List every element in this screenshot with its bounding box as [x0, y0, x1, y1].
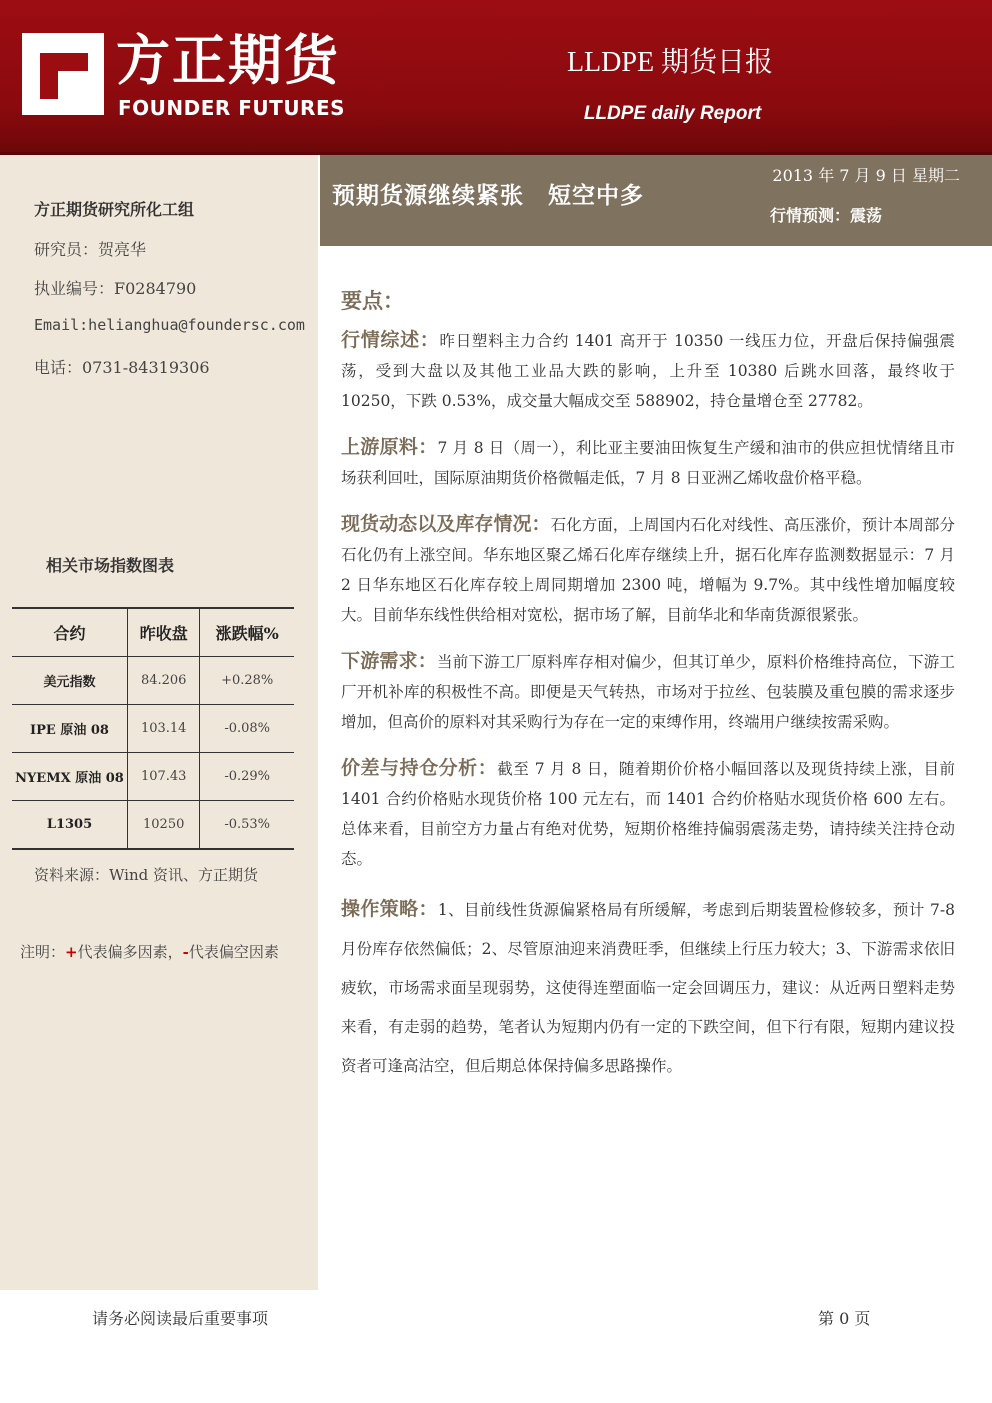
license-number: 执业编号：F0284790	[34, 279, 197, 298]
section-text: 截至 7 月 8 日，随着期价价格小幅回落以及现货持续上涨，目前 1401 合约价格贴水现货价格 100 元左右，而 1401 合约价格贴水现货价格 600 左右。总体来看，目前空方力量占有绝对优势，短期价格维持偏弱震荡走势，请持续关注持仓动态。	[341, 760, 955, 868]
change-cell: -0.53%	[200, 801, 294, 850]
contract-cell: 美元指数	[12, 657, 128, 705]
section-lead: 现货动态以及库存情况：	[341, 513, 551, 535]
report-header	[0, 0, 992, 155]
section-lead: 操作策略：	[341, 898, 438, 920]
page-number: 第 0 页	[818, 1309, 871, 1328]
factor-legend-note	[20, 941, 279, 962]
section-market-review	[341, 325, 955, 416]
change-cell: +0.28%	[200, 657, 294, 705]
report-subtitle: LLDPE daily Report	[583, 103, 762, 124]
analyst-name: 研究员：贺亮华	[34, 240, 147, 259]
section-downstream	[341, 646, 955, 737]
table-row	[12, 705, 294, 753]
plus-symbol: +	[65, 943, 78, 961]
logo-chinese-name: 方正期货	[116, 29, 340, 92]
contract-cell: IPE 原油 08	[12, 705, 128, 753]
report-headline: 预期货源继续紧张 短空中多	[332, 182, 644, 209]
minus-meaning: 代表偏空因素	[188, 943, 279, 961]
table-row	[12, 801, 294, 850]
section-strategy	[341, 890, 955, 1086]
contract-cell: L1305	[12, 801, 128, 850]
section-text: 石化方面，上周国内石化对线性、高压涨价，预计本周部分石化仍有上涨空间。华东地区聚乙烯石化库存继续上升，据石化库存监测数据显示：7 月 2 日华东地区石化库存较上周同期增加 2300 吨，增幅为 9.7%。其中线性增加幅度较大。目前华东线性供给相对宽松，据市场了解，目前华北和华南货源很紧张。	[341, 516, 955, 624]
note-prefix: 注明：	[20, 943, 66, 961]
section-upstream	[341, 432, 955, 493]
section-text: 7 月 8 日（周一），利比亚主要油田恢复生产缓和油市的供应担忧情绪且市场获利回吐，国际原油期货价格微幅走低，7 月 8 日亚洲乙烯收盘价格平稳。	[341, 439, 955, 487]
analyst-phone: 电话：0731-84319306	[34, 358, 210, 377]
market-forecast: 行情预测：震荡	[770, 206, 883, 225]
change-cell: -0.08%	[200, 705, 294, 753]
change-cell: -0.29%	[200, 753, 294, 801]
close-cell: 107.43	[128, 753, 200, 801]
analyst-email: Email:helianghua@foundersc.com	[34, 316, 305, 334]
section-text: 1、目前线性货源偏紧格局有所缓解，考虑到后期装置检修较多，预计 7-8 月份库存依然偏低；2、尽管原油迎来消费旺季，但继续上行压力较大；3、下游需求依旧疲软，市场需求面呈现弱势，这使得连塑面临一定会回调压力，建议：从近两日塑料走势来看，有走弱的趋势，笔者认为短期内仍有一定的下跌空间，但下行有限，短期内建议投资者可逢高沽空，但后期总体保持偏多思路操作。	[341, 901, 955, 1075]
column-header-contract: 合约	[12, 608, 128, 657]
section-lead: 行情综述：	[341, 329, 440, 351]
headline-bar	[320, 155, 992, 246]
column-header-close: 昨收盘	[128, 608, 200, 657]
founder-logo-icon	[22, 33, 104, 115]
close-cell: 103.14	[128, 705, 200, 753]
data-source-note: 资料来源：Wind 资讯、方正期货	[34, 866, 258, 884]
report-date: 2013 年 7 月 9 日 星期二	[772, 166, 960, 185]
table-row	[12, 753, 294, 801]
key-points-heading: 要点：	[341, 288, 404, 313]
contract-cell: NYEMX 原油 08	[12, 753, 128, 801]
table-row	[12, 657, 294, 705]
column-header-change: 涨跌幅%	[200, 608, 294, 657]
logo-english-name: FOUNDER FUTURES	[118, 96, 346, 120]
section-lead: 下游需求：	[341, 650, 438, 672]
sidebar	[0, 155, 318, 1290]
report-title: LLDPE 期货日报	[566, 47, 774, 78]
minus-symbol: -	[182, 943, 189, 961]
plus-meaning: 代表偏多因素，	[77, 943, 183, 961]
close-cell: 84.206	[128, 657, 200, 705]
section-lead: 价差与持仓分析：	[341, 757, 498, 779]
main-content	[341, 285, 955, 1102]
section-spread-position	[341, 753, 955, 874]
table-header-row	[12, 608, 294, 657]
market-index-table	[12, 607, 294, 850]
section-text: 昨日塑料主力合约 1401 高开于 10350 一线压力位，开盘后保持偏强震荡，受到大盘以及其他工业品大跌的影响，上升至 10380 后跳水回落，最终收于 10250，下跌 0.53%，成交量大幅成交至 588902，持仓量增仓至 27782。	[341, 332, 955, 410]
research-group: 方正期货研究所化工组	[34, 200, 195, 219]
market-index-title: 相关市场指数图表	[46, 556, 175, 575]
section-text: 当前下游工厂原料库存相对偏少，但其订单少，原料价格维持高位，下游工厂开机补库的积极性不高。即便是天气转热，市场对于拉丝、包装膜及重包膜的需求逐步增加，但高价的原料对其采购行为存在一定的束缚作用，终端用户继续按需采购。	[341, 653, 955, 731]
section-spot-inventory	[341, 509, 955, 630]
footer-disclaimer: 请务必阅读最后重要事项	[92, 1309, 269, 1328]
close-cell: 10250	[128, 801, 200, 850]
section-lead: 上游原料：	[341, 436, 438, 458]
